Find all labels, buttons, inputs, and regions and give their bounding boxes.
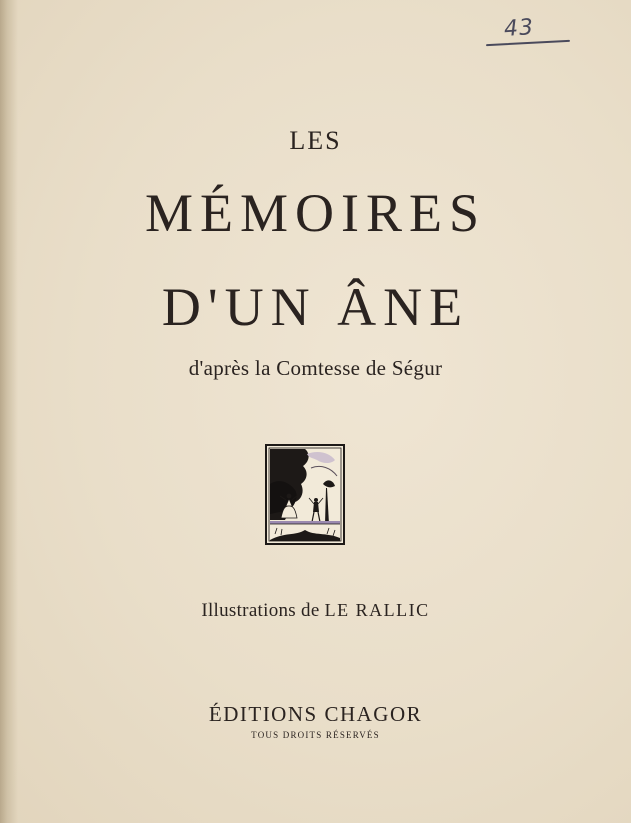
spine-shadow — [0, 0, 18, 823]
illustrations-prefix: Illustrations de — [201, 600, 320, 621]
rights-notice: TOUS DROITS RÉSERVÉS — [251, 730, 380, 740]
title-line-2: D'UN ÂNE — [161, 277, 470, 337]
handwritten-number: 43 — [503, 14, 535, 43]
title-prefix: LES — [289, 126, 342, 155]
handwritten-note — [486, 14, 576, 52]
dancing-figures-illustration-icon — [265, 444, 345, 545]
title-line-1: MÉMOIRES — [144, 183, 487, 243]
illustrations-credit — [0, 600, 631, 622]
subtitle: d'après la Comtesse de Ségur — [188, 356, 443, 380]
illustrator-name: LE RALLIC — [324, 600, 430, 620]
publisher-name: ÉDITIONS CHAGOR — [208, 702, 423, 726]
pencil-underline — [486, 40, 570, 46]
